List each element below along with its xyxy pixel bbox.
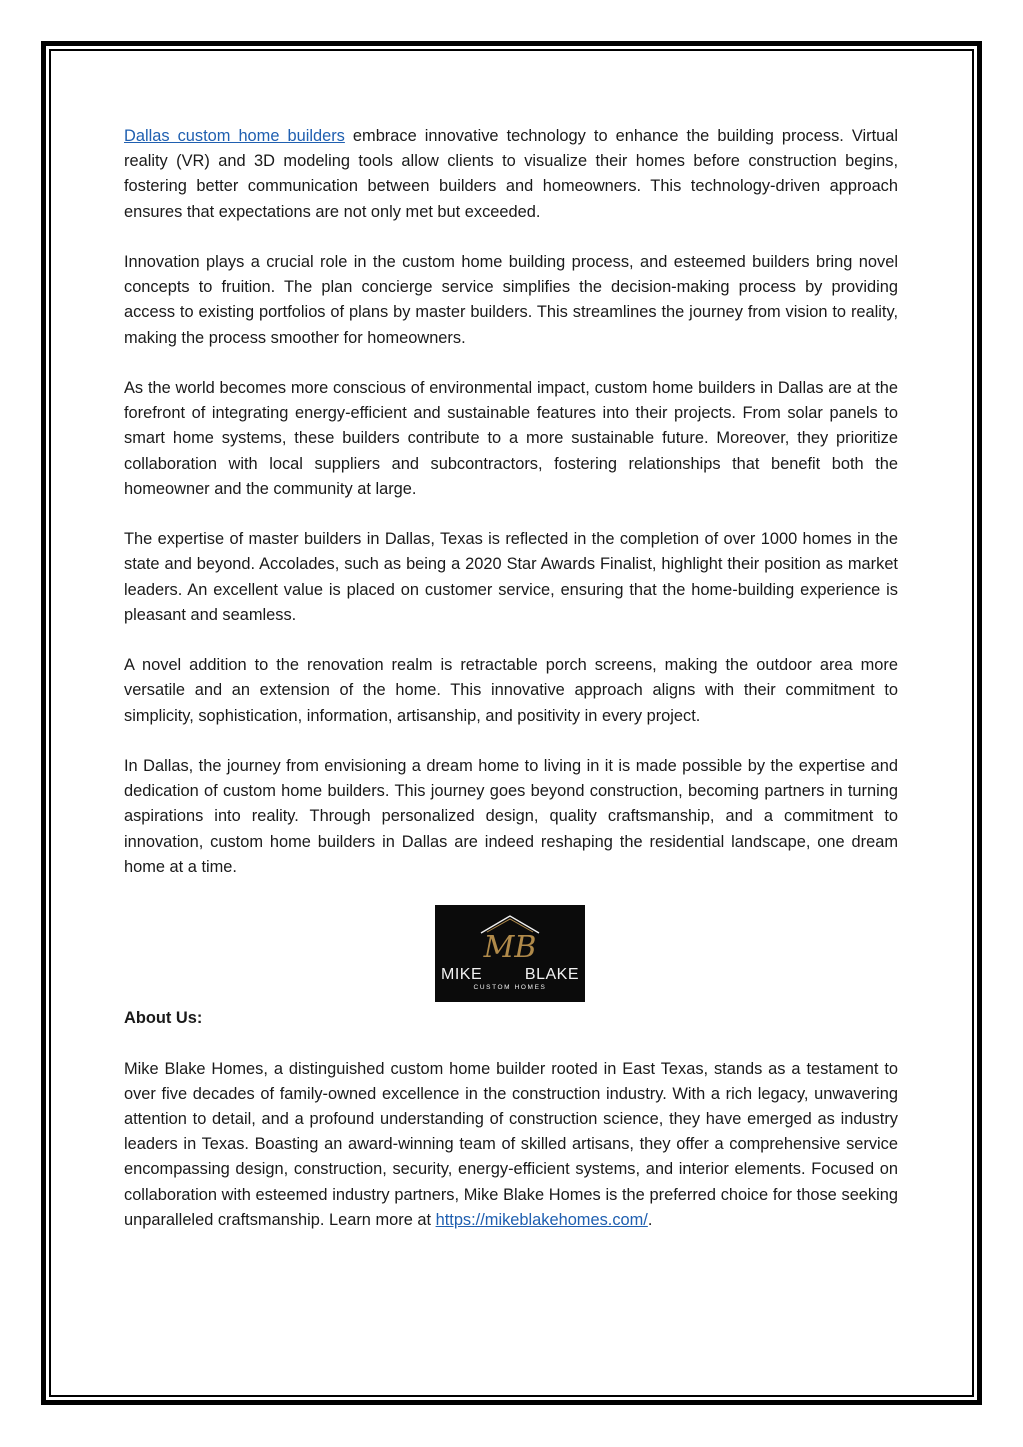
paragraph-innovation: Innovation plays a crucial role in the custom home building process, and esteemed builders bring novel concepts to fruition. The plan concierge service simplifies the decision-making process by providing access to existing portfolios of plans by master builders. This streamlines the journey from vision to reality, making the process smoother for homeowners. <box>124 253 898 347</box>
logo-name-left: MIKE <box>440 966 482 984</box>
logo-name-right: BLAKE <box>524 966 579 984</box>
about-text: Mike Blake Homes, a distinguished custom home builder rooted in East Texas, stands as a testament to over five decades of family-owned excellence in the construction industry. With a rich legacy, unwavering attention to detail, and a profound understanding of construction science, they have emerged as industry leaders in Texas. Boasting an award-winning team of skilled artisans, they offer a comprehensive service encompassing design, construction, security, energy-efficient systems, and interior elements. Focused on collaboration with esteemed industry partners, Mike Blake Homes is the preferred choice for those seeking unparalleled craftsmanship. Learn more at <box>124 1059 898 1229</box>
paragraph-porch-screens: A novel addition to the renovation realm is retractable porch screens, making the outdoor area more versatile and an extension of the home. This innovative approach aligns with their commitment to simplicity, sophistication, information, artisanship, and positivity in every project. <box>124 656 898 725</box>
about-us-heading: About Us: <box>124 1009 203 1028</box>
paragraph-technology <box>124 124 898 225</box>
paragraph-sustainability: As the world becomes more conscious of environmental impact, custom home builders in Dallas are at the forefront of integrating energy-efficient and sustainable features into their projects. From solar panels to smart home systems, these builders contribute to a more sustainable future. Moreover, they prioritize collaboration with local suppliers and subcontractors, fostering relationships that benefit both the homeowner and the community at large. <box>124 379 898 498</box>
paragraph-expertise: The expertise of master builders in Dallas, Texas is reflected in the completion of over 1000 homes in the state and beyond. Accolades, such as being a 2020 Star Awards Finalist, highlight their position as market leaders. An excellent value is placed on customer service, ensuring that the home-building experience is pleasant and seamless. <box>124 530 898 624</box>
about-trailing: . <box>647 1210 653 1229</box>
mikeblakehomes-link[interactable]: https://mikeblakehomes.com/ <box>435 1210 648 1229</box>
paragraph-about <box>124 1057 898 1233</box>
document-body <box>124 124 898 1233</box>
dallas-custom-home-builders-link[interactable]: Dallas custom home builders <box>124 127 345 145</box>
paragraph-technology-text: embrace innovative technology to enhance the building process. Virtual reality (VR) and 3D modeling tools allow clients to visualize their homes before construction begins, fostering better communication between builders and homeowners. This technology-driven approach ensures that expectations are not only met but exceeded. <box>124 127 899 221</box>
paragraph-journey: In Dallas, the journey from envisioning a dream home to living in it is made possible by the expertise and dedication of custom home builders. This journey goes beyond construction, becoming partners in turning aspirations into reality. Through personalized design, quality craftsmanship, and a commitment to innovation, custom home builders in Dallas are indeed reshaping the residential landscape, one dream home at a time. <box>124 757 898 876</box>
logo-graphic <box>435 905 585 1002</box>
logo-tagline: CUSTOM HOMES <box>473 984 546 992</box>
logo-container <box>121 905 898 1002</box>
monogram-mark: MB <box>483 930 536 966</box>
mike-blake-logo <box>435 905 585 1002</box>
